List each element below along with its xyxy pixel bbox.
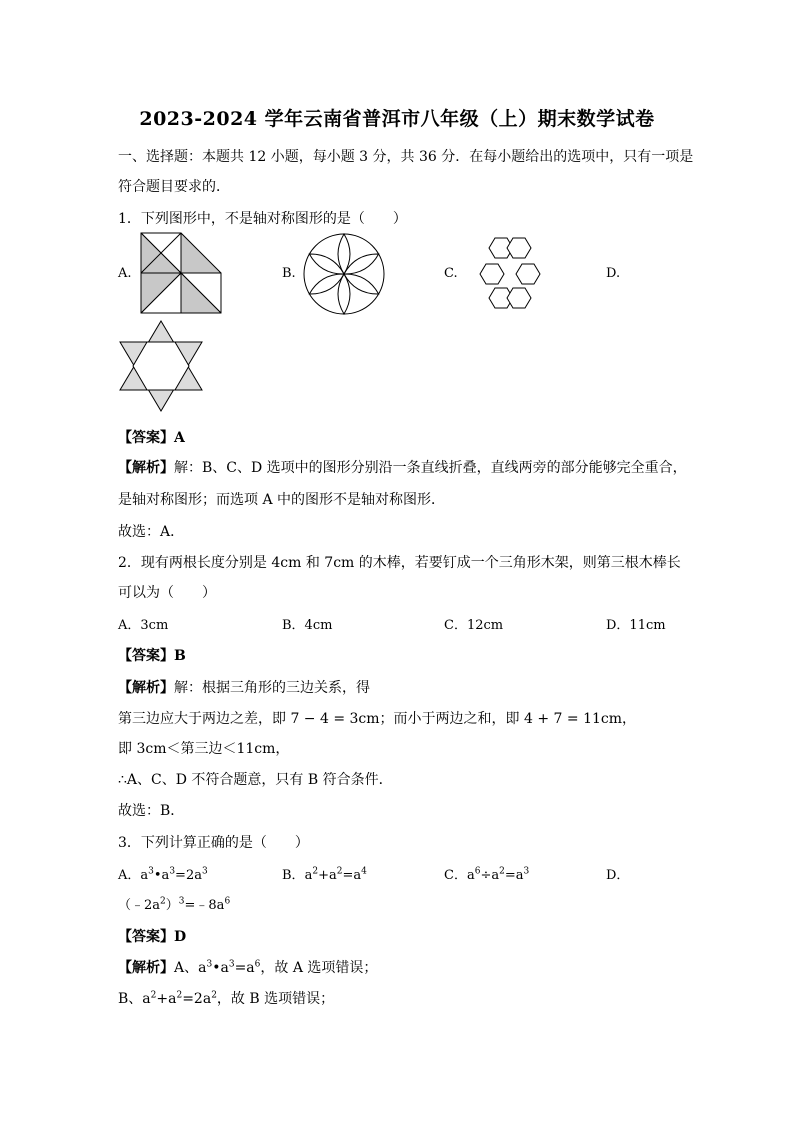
q1-analysis-text1: 解：B、C、D 选项中的图形分别沿一条直线折叠，直线两旁的部分能够完全重合， bbox=[174, 460, 687, 476]
q2-option-b: B．4cm bbox=[282, 618, 333, 633]
q2-stem-line1: 2．现有两根长度分别是 4cm 和 7cm 的木棒，若要钉成一个三角形木架，则第三根木棒长 bbox=[118, 555, 681, 571]
q3-option-d-formula: $(﹣2a^2)^3=﹣8a^6$ bbox=[118, 896, 231, 913]
q3-option-c-label: C． bbox=[444, 868, 467, 883]
q2-analysis-label: 【解析】 bbox=[118, 680, 174, 696]
page-title: 2023-2024 学年云南省普洱市八年级（上）期末数学试卷 bbox=[139, 108, 655, 130]
q2-choose: 故选：B． bbox=[118, 803, 185, 819]
pinwheel-figure bbox=[140, 232, 222, 314]
q3-option-a-label: A． bbox=[118, 868, 141, 883]
q1-analysis-line1 bbox=[118, 457, 687, 477]
q2-analysis-line2: 第三边应大于两边之差，即 7 − 4 = 3cm；而小于两边之和，即 4 + 7 = 11cm， bbox=[118, 711, 637, 727]
q2-answer: 【答案】B bbox=[118, 648, 186, 664]
q2-analysis-text1: 解：根据三角形的三边关系，得 bbox=[174, 680, 370, 696]
q1-stem: 1．下列图形中，不是轴对称图形的是（ ） bbox=[118, 211, 407, 227]
q1-choose: 故选：A． bbox=[118, 524, 185, 540]
section-instructions-line2: 符合题目要求的． bbox=[118, 179, 230, 195]
q2-stem-line2: 可以为（ ） bbox=[118, 585, 216, 601]
q3-analysis-line2: B、$a^2+a^2=2a^2$，故 B 选项错误； bbox=[118, 990, 335, 1007]
q1-option-a-label: A. bbox=[118, 266, 132, 281]
q3-analysis-b-prefix: B、 bbox=[118, 991, 143, 1007]
q1-option-c-label: C. bbox=[444, 266, 458, 281]
q2-analysis-line1 bbox=[118, 677, 370, 697]
q3-stem: 3．下列计算正确的是（ ） bbox=[118, 835, 309, 851]
q1-answer: 【答案】A bbox=[118, 430, 185, 446]
q3-option-b-label: B． bbox=[282, 868, 305, 883]
hexagon-ring-figure bbox=[464, 236, 550, 312]
q2-option-a: A．3cm bbox=[118, 618, 169, 633]
q3-analysis-a-suffix: ，故 A 选项错误； bbox=[260, 960, 378, 976]
q2-analysis-line4: ∴A、C、D 不符合题意，只有 B 符合条件． bbox=[118, 772, 393, 788]
q2-option-c: C．12cm bbox=[444, 618, 504, 633]
q1-analysis-line2: 是轴对称图形；而选项 A 中的图形不是轴对称图形． bbox=[118, 492, 446, 508]
q3-analysis-a-prefix: A、 bbox=[174, 960, 199, 976]
q3-option-a: A．$a^3•a^3=2a^3$ bbox=[118, 866, 208, 883]
section-instructions-line1: 一、选择题：本题共 12 小题，每小题 3 分，共 36 分．在每小题给出的选项中，只有一项是 bbox=[118, 149, 694, 165]
q2-analysis-line3: 即 3cm＜第三边＜11cm， bbox=[118, 741, 290, 757]
q3-analysis-label: 【解析】 bbox=[118, 960, 174, 976]
q3-option-c: C．$a^6\div a^2=a^3$ bbox=[444, 866, 530, 883]
q1-analysis-label: 【解析】 bbox=[118, 460, 174, 476]
q3-answer: 【答案】D bbox=[118, 929, 187, 945]
q3-analysis-line1: 【解析】A、$a^3•a^3=a^6$，故 A 选项错误； bbox=[118, 959, 378, 976]
q1-option-b-label: B. bbox=[282, 266, 296, 281]
q3-option-d-label: D． bbox=[606, 868, 630, 883]
q2-option-d: D．11cm bbox=[606, 618, 666, 633]
q1-option-d-label: D. bbox=[606, 266, 621, 281]
six-point-star-figure bbox=[118, 320, 204, 412]
q3-analysis-b-suffix: ，故 B 选项错误； bbox=[216, 991, 335, 1007]
circle-flower-figure bbox=[302, 232, 386, 316]
q3-option-b: B．$a^2+a^2=a^4$ bbox=[282, 866, 367, 883]
